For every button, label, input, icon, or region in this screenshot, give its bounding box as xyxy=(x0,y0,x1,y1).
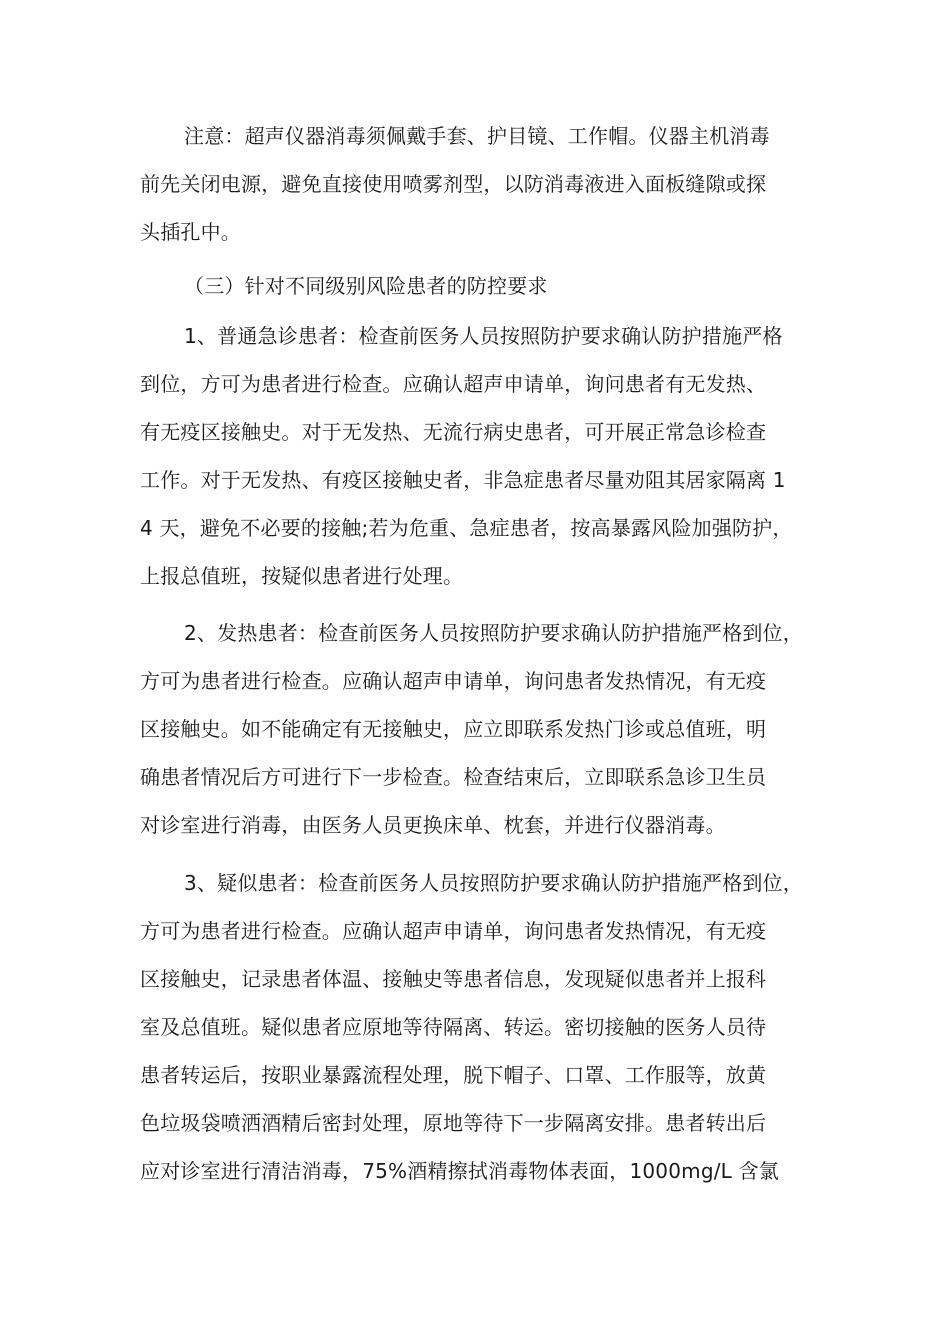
note-paragraph xyxy=(140,112,830,256)
item2-line-4: 确患者情况后方可进行下一步检查。检查结束后，立即联系急诊卫生员 xyxy=(140,765,767,789)
item1-line-1: 1、普通急诊患者：检查前医务人员按照防护要求确认防护措施严格 xyxy=(184,324,783,348)
item1-paragraph xyxy=(140,312,830,600)
item3-line-3: 区接触史，记录患者体温、接触史等患者信息，发现疑似患者并上报科 xyxy=(140,967,767,991)
item3-line-7: 应对诊室进行清洁消毒，75%酒精擦拭消毒物体表面，1000mg/L 含氯 xyxy=(140,1159,779,1183)
note-line-1: 注意：超声仪器消毒须佩戴手套、护目镜、工作帽。仪器主机消毒 xyxy=(184,124,770,148)
item3-line-5: 患者转运后，按职业暴露流程处理，脱下帽子、口罩、工作服等，放黄 xyxy=(140,1063,767,1087)
item2-paragraph xyxy=(140,609,830,849)
section-heading xyxy=(140,262,830,310)
item3-line-6: 色垃圾袋喷洒酒精后密封处理，原地等待下一步隔离安排。患者转出后 xyxy=(140,1111,767,1135)
note-line-3: 头插孔中。 xyxy=(140,220,241,244)
item3-line-2: 方可为患者进行检查。应确认超声申请单，询问患者发热情况，有无疫 xyxy=(140,919,767,943)
note-line-2: 前先关闭电源，避免直接使用喷雾剂型，以防消毒液进入面板缝隙或探 xyxy=(140,172,767,196)
item2-line-5: 对诊室进行消毒，由医务人员更换床单、枕套，并进行仪器消毒。 xyxy=(140,813,726,837)
item1-line-5: 4 天，避免不必要的接触;若为危重、急症患者，按高暴露风险加强防护， xyxy=(140,516,793,540)
item2-line-1: 2、发热患者：检查前医务人员按照防护要求确认防护措施严格到位， xyxy=(184,621,803,645)
item2-line-2: 方可为患者进行检查。应确认超声申请单，询问患者发热情况，有无疫 xyxy=(140,669,767,693)
item1-line-6: 上报总值班，按疑似患者进行处理。 xyxy=(140,564,464,588)
item1-line-3: 有无疫区接触史。对于无发热、无流行病史患者，可开展正常急诊检查 xyxy=(140,420,767,444)
item1-line-4: 工作。对于无发热、有疫区接触史者，非急症患者尽量劝阻其居家隔离 1 xyxy=(140,468,786,492)
item3-line-4: 室及总值班。疑似患者应原地等待隔离、转运。密切接触的医务人员待 xyxy=(140,1015,767,1039)
item3-line-1: 3、疑似患者：检查前医务人员按照防护要求确认防护措施严格到位， xyxy=(184,871,803,895)
section-heading-text: （三）针对不同级别风险患者的防控要求 xyxy=(184,274,548,298)
item2-line-3: 区接触史。如不能确定有无接触史，应立即联系发热门诊或总值班，明 xyxy=(140,717,767,741)
item1-line-2: 到位，方可为患者进行检查。应确认超声申请单，询问患者有无发热、 xyxy=(140,372,767,396)
item3-paragraph xyxy=(140,859,830,1195)
